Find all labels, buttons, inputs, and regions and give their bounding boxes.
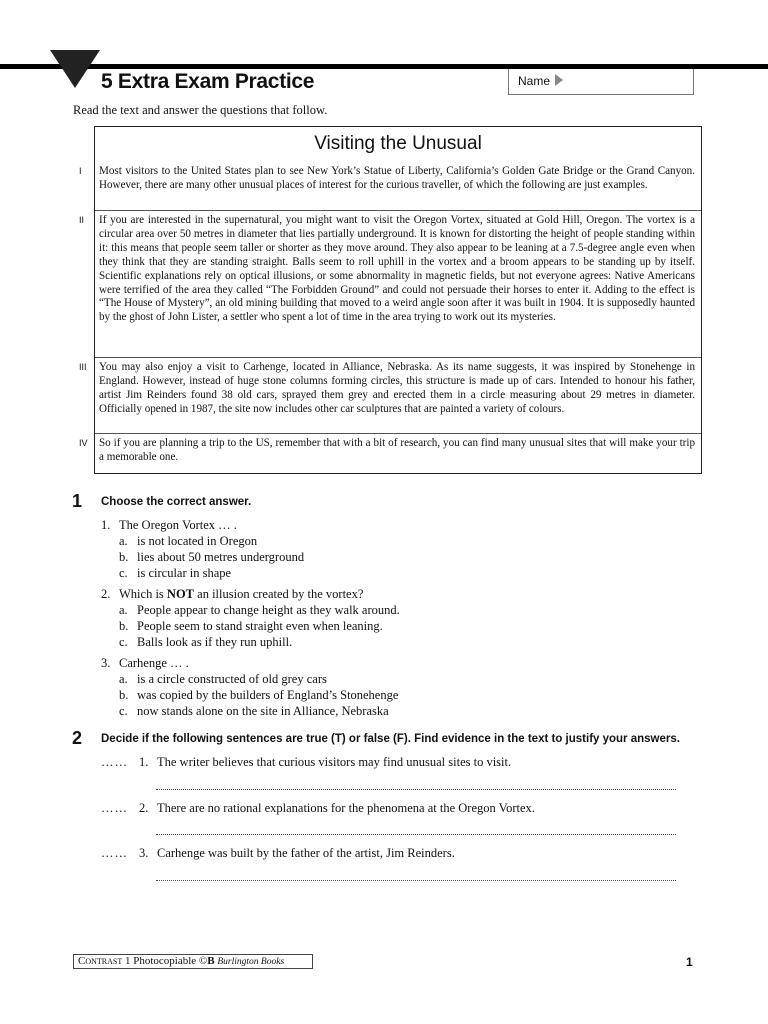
option-letter: a.: [119, 534, 128, 548]
tf-item-1: [101, 755, 511, 770]
paragraph-numeral: IV: [79, 438, 88, 448]
option[interactable]: [119, 704, 389, 719]
option-text: is circular in shape: [137, 566, 232, 580]
paragraph-1: [79, 165, 695, 193]
instructions: Read the text and answer the questions that follow.: [73, 103, 328, 117]
unit-title: 5 Extra Exam Practice: [101, 70, 315, 93]
question-stem: Carhenge … .: [119, 656, 189, 670]
option[interactable]: [119, 635, 292, 650]
footer-publisher: Burlington Books: [217, 957, 285, 967]
footer-label: Photocopiable ©: [133, 955, 208, 967]
question-number: 1.: [101, 518, 111, 532]
evidence-line[interactable]: [156, 789, 676, 790]
question-1: [101, 518, 237, 533]
exercise-instruction: Choose the correct answer.: [101, 496, 252, 508]
option[interactable]: [119, 603, 400, 618]
item-number: 1.: [139, 755, 149, 769]
question-stem-emphasis: NOT: [166, 587, 195, 601]
paragraph-divider: [95, 433, 701, 434]
paragraph-text: You may also enjoy a visit to Carhenge, located in Alliance, Nebraska. As its name suggests, it was inspired by Stonehenge in England. However, instead of huge stone columns forming circles, this structure is made up of cars. Intended to honour his father, artist Jim Reinders found 38 old cars, sprayed them grey and erected them in a circle measuring about 29 metres in diameter. Officially opened in 1987, the site now includes other car sculptures that are painted a variety of colours.: [99, 361, 695, 415]
option[interactable]: [119, 566, 231, 581]
option-letter: b.: [119, 619, 129, 633]
footer-credit: [73, 954, 313, 969]
question-number: 2.: [101, 587, 111, 601]
corner-triangle-icon: [50, 50, 100, 88]
question-stem-before: Which is: [119, 587, 167, 601]
paragraph-text: Most visitors to the United States plan to see New York’s Statue of Liberty, California’s Golden Gate Bridge or the Grand Canyon. However, there are many other unusual places of interest for the curious traveller, of which the following are just examples.: [99, 165, 695, 191]
tf-item-3: [101, 846, 455, 861]
question-number: 3.: [101, 656, 111, 670]
option-text: was copied by the builders of England’s Stonehenge: [137, 688, 399, 702]
paragraph-numeral: II: [79, 215, 85, 225]
paragraph-divider: [95, 210, 701, 211]
answer-blank[interactable]: ……: [101, 755, 128, 769]
exercise-instruction: Decide if the following sentences are true (T) or false (F). Find evidence in the text to justify your answers.: [101, 733, 680, 745]
question-3: [101, 656, 189, 671]
question-stem: The Oregon Vortex … .: [119, 518, 237, 532]
option[interactable]: [119, 550, 304, 565]
option[interactable]: [119, 619, 383, 634]
item-number: 2.: [139, 801, 149, 815]
option-text: is a circle constructed of old grey cars: [137, 672, 327, 686]
name-label: Name: [518, 74, 551, 88]
footer-brand: Contrast 1: [78, 955, 131, 967]
option-text: People appear to change height as they walk around.: [137, 603, 400, 617]
option-letter: b.: [119, 688, 129, 702]
tf-item-2: [101, 801, 535, 816]
option[interactable]: [119, 688, 398, 703]
name-field[interactable]: [508, 69, 694, 95]
option-letter: c.: [119, 704, 128, 718]
option-letter: a.: [119, 603, 128, 617]
question-stem-after: an illusion created by the vortex?: [194, 587, 364, 601]
paragraph-3: [79, 361, 695, 417]
article-title: Visiting the Unusual: [314, 133, 482, 154]
option[interactable]: [119, 672, 327, 687]
paragraph-numeral: III: [79, 362, 87, 372]
answer-blank[interactable]: ……: [101, 846, 128, 860]
option-text: lies about 50 metres underground: [137, 550, 305, 564]
paragraph-divider: [95, 357, 701, 358]
page-number: 1: [686, 955, 693, 969]
answer-blank[interactable]: ……: [101, 801, 128, 815]
paragraph-text: If you are interested in the supernatural, you might want to visit the Oregon Vortex, situated at Gold Hill, Oregon. The vortex is a circular area over 50 metres in diameter that lies partially underground. It is known for distorting the height of people standing within it: this means that people seem taller or shorter as they move around. They also appear to be leaning at a 7.5-degree angle even when they think that they are standing straight. Balls seem to roll uphill in the vortex and a broom appears to be standing up by itself. Scientific explanations rely on optical illusions, or some abnormality in magnetic fields, but not everyone agrees: Native Americans were terrified of the area they called “The Forbidden Ground” and could not persuade their horses to enter it. Adding to the effect is “The House of Mystery”, an old mining building that moved to a weird angle soon after it was built in 1904. It is supposedly haunted by the ghost of John Lister, a settler who spent a lot of time in the area trying to work out its mysteries.: [99, 214, 695, 324]
evidence-line[interactable]: [156, 834, 676, 835]
paragraph-text: So if you are planning a trip to the US, remember that with a bit of research, you can find many unusual sites that will make your trip a memorable one.: [99, 437, 695, 463]
item-text: The writer believes that curious visitors may find unusual sites to visit.: [157, 755, 512, 769]
paragraph-2: [79, 214, 695, 325]
item-number: 3.: [139, 846, 149, 860]
option-letter: a.: [119, 672, 128, 686]
item-text: There are no rational explanations for the phenomena at the Oregon Vortex.: [157, 801, 535, 815]
option-letter: c.: [119, 566, 128, 580]
question-2: [101, 587, 363, 602]
arrow-right-icon: [555, 74, 563, 86]
option[interactable]: [119, 534, 257, 549]
item-text: Carhenge was built by the father of the artist, Jim Reinders.: [157, 846, 455, 860]
option-text: now stands alone on the site in Alliance, Nebraska: [137, 704, 389, 718]
option-letter: b.: [119, 550, 129, 564]
option-text: Balls look as if they run uphill.: [137, 635, 293, 649]
evidence-line[interactable]: [156, 880, 676, 881]
exercise-number: 1: [72, 491, 83, 511]
exercise-number: 2: [72, 728, 83, 748]
paragraph-4: [79, 437, 695, 465]
option-text: People seem to stand straight even when leaning.: [137, 619, 383, 633]
publisher-logo-icon: B: [207, 955, 215, 967]
option-letter: c.: [119, 635, 128, 649]
option-text: is not located in Oregon: [137, 534, 258, 548]
paragraph-numeral: I: [79, 166, 82, 176]
article-box: [79, 126, 702, 474]
